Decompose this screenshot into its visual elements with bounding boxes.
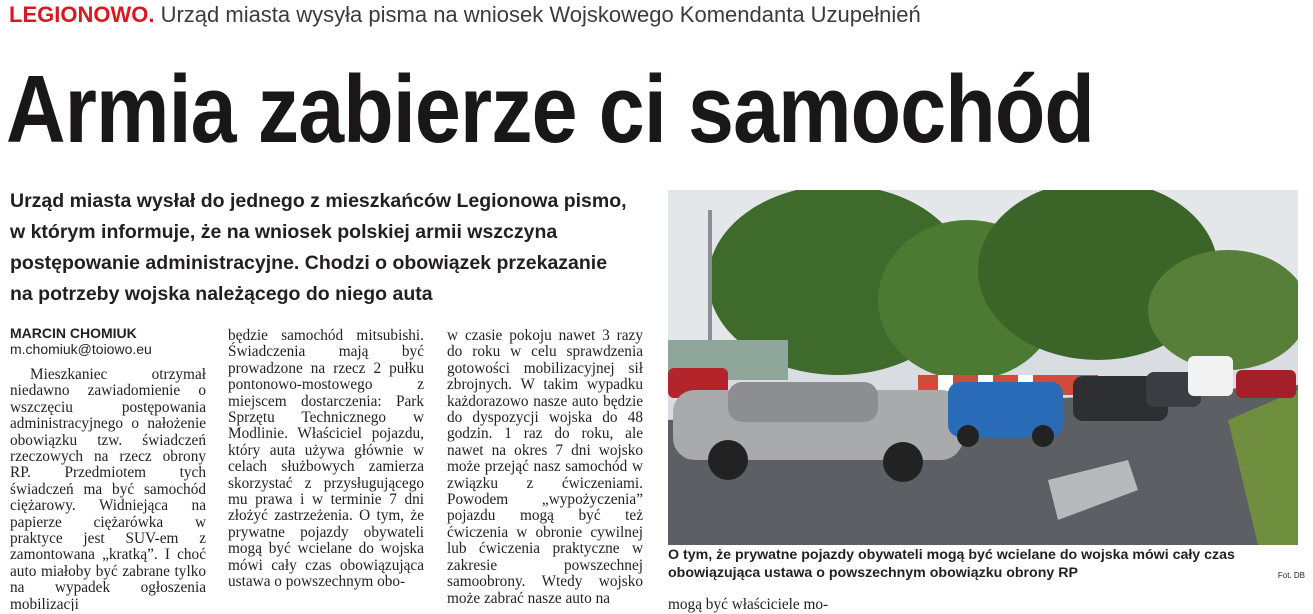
article-column-3 [447, 328, 643, 614]
kicker-text: Urząd miasta wysyła pisma na wniosek Wojskowego Komendanta Uzupełnień [154, 2, 921, 27]
author-email[interactable]: m.chomiuk@toiowo.eu [10, 341, 152, 357]
lead-line: na potrzeby wojska należącego do niego auta [10, 283, 433, 305]
photo-illustration [668, 190, 1298, 545]
photo-credit: Fot. DB [1277, 571, 1305, 580]
lead-line: postępowanie administracyjne. Chodzi o obowiązek przekazanie [10, 252, 608, 274]
lead-line: Urząd miasta wysłał do jednego z mieszkańców Legionowa pismo, [10, 190, 627, 212]
kicker-place: LEGIONOWO. [9, 2, 155, 27]
street-traffic-photo [668, 190, 1298, 545]
column-text: Mieszkaniec otrzymał niedawno zawiadomienie o wszczęciu postępowania administracyjnego o nałożenie obowiązku tzw. świadczeń rzeczowych na rzecz obrony RP. Przedmiotem tych świadczeń ma być samochód ciężarowy. Widniejąca na papierze ciężarówka w praktyce jest SUV-em z zamontowana „kratką”. I choć auto miałoby być zabrane tylko na wypadek ogłoszenia mobilizacji [10, 366, 206, 611]
kicker [9, 2, 921, 28]
article-column-2 [228, 328, 424, 614]
article-column-4: mogą być właściciele mo- [668, 596, 829, 613]
article-column-1 [10, 325, 206, 611]
caption-line: obowiązująca ustawa o powszechnym obowiązku obrony RP [668, 565, 1078, 581]
lead-paragraph [10, 186, 670, 310]
photo-caption [668, 546, 1308, 582]
author-name: MARCIN CHOMIUK [10, 325, 137, 341]
lead-line: w którym informuje, że na wniosek polskiej armii wszczyna [10, 221, 558, 243]
column-text: będzie samochód mitsubishi. Świadczenia mają być prowadzone na rzecz 2 pułku pontonowo-mostowego z miejscem dostarczenia: Park Sprzętu Technicznego w Modlinie. Właściciel pojazdu, który auta używa głównie w celach służbowych zamierza skorzystać z przysługującego mu prawa i w terminie 7 dni złożyć zastrzeżenia. O tym, że prywatne pojazdy obywateli mogą być wcielane do wojska mówi cały czas obowiązująca ustawa o powszechnym obo- [228, 328, 424, 591]
headline: Armia zabierze ci samochód [6, 56, 1095, 163]
caption-line: O tym, że prywatne pojazdy obywateli mogą być wcielane do wojska mówi cały czas [668, 547, 1235, 563]
column-text: w czasie pokoju nawet 3 razy do roku w celu sprawdzenia gotowości mobilizacyjnej sił zbrojnych. W takim wypadku każdorazowo nasze auto będzie do dyspozycji wojska do 48 godzin. 1 raz do roku, ale nawet na okres 7 dni wojsko może przejąć nasz samochód w związku z ćwiczeniami. Powodem „wypożyczenia” pojazdu mogą być też ćwiczenia w obronie cywilnej lub ćwiczenia praktyczne w zakresie powszechnej samoobrony. Wtedy wojsko może zabrać nasze auto na [447, 328, 643, 607]
